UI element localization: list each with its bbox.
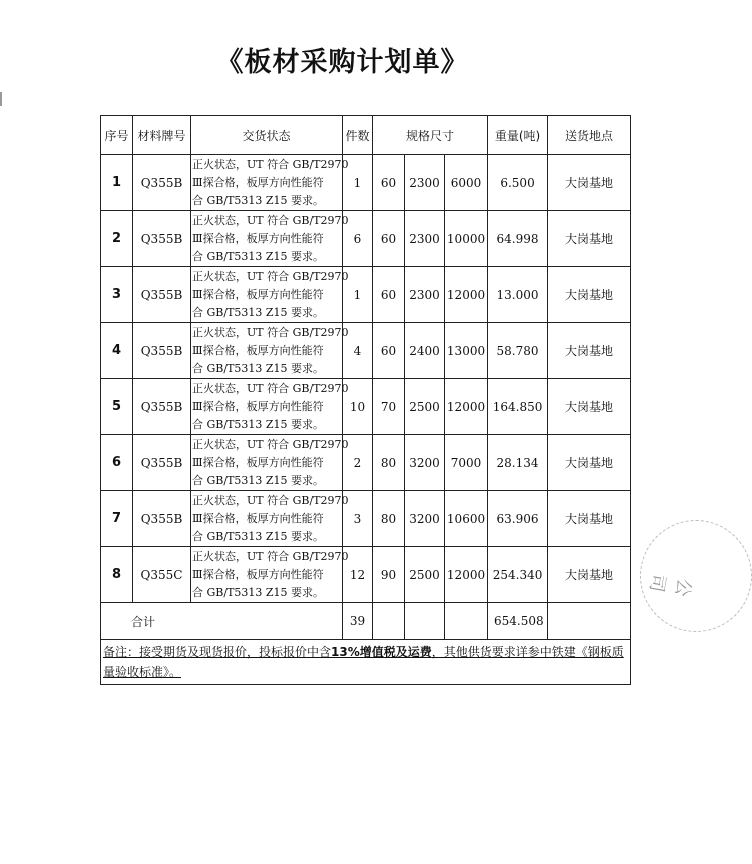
header-weight: 重量(吨) bbox=[488, 116, 548, 155]
total-weight: 654.508 bbox=[488, 603, 548, 640]
delivery-line: Ⅲ探合格，板厚方向性能符 bbox=[192, 455, 324, 469]
remark-text: 备注：接受期货及现货报价，投标报价中含 bbox=[103, 645, 332, 659]
delivery-line: 合 GB/T5313 Z15 要求。 bbox=[192, 193, 325, 207]
cell-seq: 6 bbox=[101, 435, 133, 491]
total-empty-cell bbox=[405, 603, 445, 640]
cell-destination: 大岗基地 bbox=[548, 547, 631, 603]
seal-stamp-text: 公司 bbox=[645, 572, 695, 599]
cell-length: 10000 bbox=[445, 211, 488, 267]
cell-delivery bbox=[191, 435, 349, 491]
cell-grade: Q355B bbox=[133, 267, 191, 323]
cell-width: 2300 bbox=[405, 267, 445, 323]
delivery-line: Ⅲ探合格，板厚方向性能符 bbox=[192, 287, 324, 301]
delivery-line: Ⅲ探合格，板厚方向性能符 bbox=[192, 231, 324, 245]
cell-qty: 10 bbox=[343, 379, 373, 435]
cell-width: 3200 bbox=[405, 491, 445, 547]
cell-thickness: 90 bbox=[373, 547, 405, 603]
cell-width: 2300 bbox=[405, 211, 445, 267]
cell-length: 7000 bbox=[445, 435, 488, 491]
cell-thickness: 60 bbox=[373, 323, 405, 379]
cell-destination: 大岗基地 bbox=[548, 323, 631, 379]
table-row bbox=[101, 267, 631, 323]
cell-width: 2500 bbox=[405, 547, 445, 603]
cell-destination: 大岗基地 bbox=[548, 379, 631, 435]
cell-delivery bbox=[191, 379, 349, 435]
cell-weight: 28.134 bbox=[488, 435, 548, 491]
delivery-line: 合 GB/T5313 Z15 要求。 bbox=[192, 305, 325, 319]
delivery-line: 正火状态，UT 符合 GB/T2970 bbox=[192, 549, 349, 563]
delivery-line: Ⅲ探合格，板厚方向性能符 bbox=[192, 567, 324, 581]
cell-seq: 4 bbox=[101, 323, 133, 379]
cell-qty: 1 bbox=[343, 155, 373, 211]
cell-thickness: 80 bbox=[373, 435, 405, 491]
cell-weight: 13.000 bbox=[488, 267, 548, 323]
header-qty: 件数 bbox=[343, 116, 373, 155]
cell-weight: 6.500 bbox=[488, 155, 548, 211]
table-row bbox=[101, 211, 631, 267]
delivery-line: 合 GB/T5313 Z15 要求。 bbox=[192, 529, 325, 543]
cell-qty: 3 bbox=[343, 491, 373, 547]
table-header-row bbox=[101, 116, 631, 155]
remark-text: ，其他供货要求详参中铁建《钢板质量验收标准》。 bbox=[103, 645, 624, 679]
table-row bbox=[101, 323, 631, 379]
cell-thickness: 60 bbox=[373, 155, 405, 211]
cell-qty: 2 bbox=[343, 435, 373, 491]
cell-thickness: 70 bbox=[373, 379, 405, 435]
header-seq: 序号 bbox=[101, 116, 133, 155]
cell-thickness: 80 bbox=[373, 491, 405, 547]
cell-destination: 大岗基地 bbox=[548, 155, 631, 211]
cell-length: 10600 bbox=[445, 491, 488, 547]
purchase-plan-table bbox=[100, 115, 631, 685]
cell-delivery bbox=[191, 267, 349, 323]
document-title: 《板材采购计划单》 bbox=[216, 47, 469, 78]
cell-destination: 大岗基地 bbox=[548, 435, 631, 491]
total-label: 合计 bbox=[101, 603, 343, 640]
cell-length: 12000 bbox=[445, 379, 488, 435]
delivery-line: Ⅲ探合格，板厚方向性能符 bbox=[192, 343, 324, 357]
total-empty-cell bbox=[373, 603, 405, 640]
total-row bbox=[101, 603, 631, 640]
delivery-line: Ⅲ探合格，板厚方向性能符 bbox=[192, 399, 324, 413]
delivery-line: 合 GB/T5313 Z15 要求。 bbox=[192, 417, 325, 431]
cell-weight: 63.906 bbox=[488, 491, 548, 547]
delivery-line: 正火状态，UT 符合 GB/T2970 bbox=[192, 213, 349, 227]
cell-length: 12000 bbox=[445, 267, 488, 323]
delivery-line: 正火状态，UT 符合 GB/T2970 bbox=[192, 157, 349, 171]
table-row bbox=[101, 547, 631, 603]
scan-edge-mark bbox=[0, 92, 2, 106]
cell-seq: 8 bbox=[101, 547, 133, 603]
cell-length: 12000 bbox=[445, 547, 488, 603]
cell-destination: 大岗基地 bbox=[548, 211, 631, 267]
cell-delivery bbox=[191, 211, 349, 267]
cell-width: 3200 bbox=[405, 435, 445, 491]
delivery-line: 正火状态，UT 符合 GB/T2970 bbox=[192, 437, 349, 451]
cell-length: 6000 bbox=[445, 155, 488, 211]
delivery-line: 合 GB/T5313 Z15 要求。 bbox=[192, 585, 325, 599]
cell-seq: 2 bbox=[101, 211, 133, 267]
cell-destination: 大岗基地 bbox=[548, 491, 631, 547]
delivery-line: 正火状态，UT 符合 GB/T2970 bbox=[192, 381, 349, 395]
cell-grade: Q355B bbox=[133, 155, 191, 211]
cell-weight: 254.340 bbox=[488, 547, 548, 603]
table-row bbox=[101, 491, 631, 547]
remark-bold-text: 13%增值税及运费 bbox=[331, 645, 432, 659]
cell-seq: 1 bbox=[101, 155, 133, 211]
cell-width: 2400 bbox=[405, 323, 445, 379]
cell-delivery bbox=[191, 155, 349, 211]
cell-grade: Q355B bbox=[133, 211, 191, 267]
header-delivery: 交货状态 bbox=[191, 116, 343, 155]
header-destination: 送货地点 bbox=[548, 116, 631, 155]
cell-grade: Q355C bbox=[133, 547, 191, 603]
cell-weight: 58.780 bbox=[488, 323, 548, 379]
cell-seq: 7 bbox=[101, 491, 133, 547]
cell-grade: Q355B bbox=[133, 435, 191, 491]
cell-qty: 6 bbox=[343, 211, 373, 267]
table-row bbox=[101, 155, 631, 211]
delivery-line: 合 GB/T5313 Z15 要求。 bbox=[192, 473, 325, 487]
cell-seq: 3 bbox=[101, 267, 133, 323]
cell-delivery bbox=[191, 547, 349, 603]
header-spec: 规格尺寸 bbox=[373, 116, 488, 155]
cell-weight: 64.998 bbox=[488, 211, 548, 267]
delivery-line: Ⅲ探合格，板厚方向性能符 bbox=[192, 511, 324, 525]
total-empty-cell bbox=[548, 603, 631, 640]
delivery-line: 合 GB/T5313 Z15 要求。 bbox=[192, 249, 325, 263]
cell-width: 2500 bbox=[405, 379, 445, 435]
total-empty-cell bbox=[445, 603, 488, 640]
delivery-line: Ⅲ探合格，板厚方向性能符 bbox=[192, 175, 324, 189]
cell-delivery bbox=[191, 491, 349, 547]
cell-thickness: 60 bbox=[373, 211, 405, 267]
cell-delivery bbox=[191, 323, 349, 379]
remark-note bbox=[101, 640, 631, 685]
table-row bbox=[101, 379, 631, 435]
cell-qty: 12 bbox=[343, 547, 373, 603]
cell-weight: 164.850 bbox=[488, 379, 548, 435]
delivery-line: 正火状态，UT 符合 GB/T2970 bbox=[192, 325, 349, 339]
cell-grade: Q355B bbox=[133, 323, 191, 379]
cell-length: 13000 bbox=[445, 323, 488, 379]
total-qty: 39 bbox=[343, 603, 373, 640]
header-grade: 材料牌号 bbox=[133, 116, 191, 155]
cell-qty: 4 bbox=[343, 323, 373, 379]
delivery-line: 正火状态，UT 符合 GB/T2970 bbox=[192, 269, 349, 283]
cell-width: 2300 bbox=[405, 155, 445, 211]
cell-grade: Q355B bbox=[133, 379, 191, 435]
cell-thickness: 60 bbox=[373, 267, 405, 323]
delivery-line: 正火状态，UT 符合 GB/T2970 bbox=[192, 493, 349, 507]
cell-qty: 1 bbox=[343, 267, 373, 323]
delivery-line: 合 GB/T5313 Z15 要求。 bbox=[192, 361, 325, 375]
remark-row bbox=[101, 640, 631, 685]
cell-destination: 大岗基地 bbox=[548, 267, 631, 323]
cell-seq: 5 bbox=[101, 379, 133, 435]
table-row bbox=[101, 435, 631, 491]
cell-grade: Q355B bbox=[133, 491, 191, 547]
